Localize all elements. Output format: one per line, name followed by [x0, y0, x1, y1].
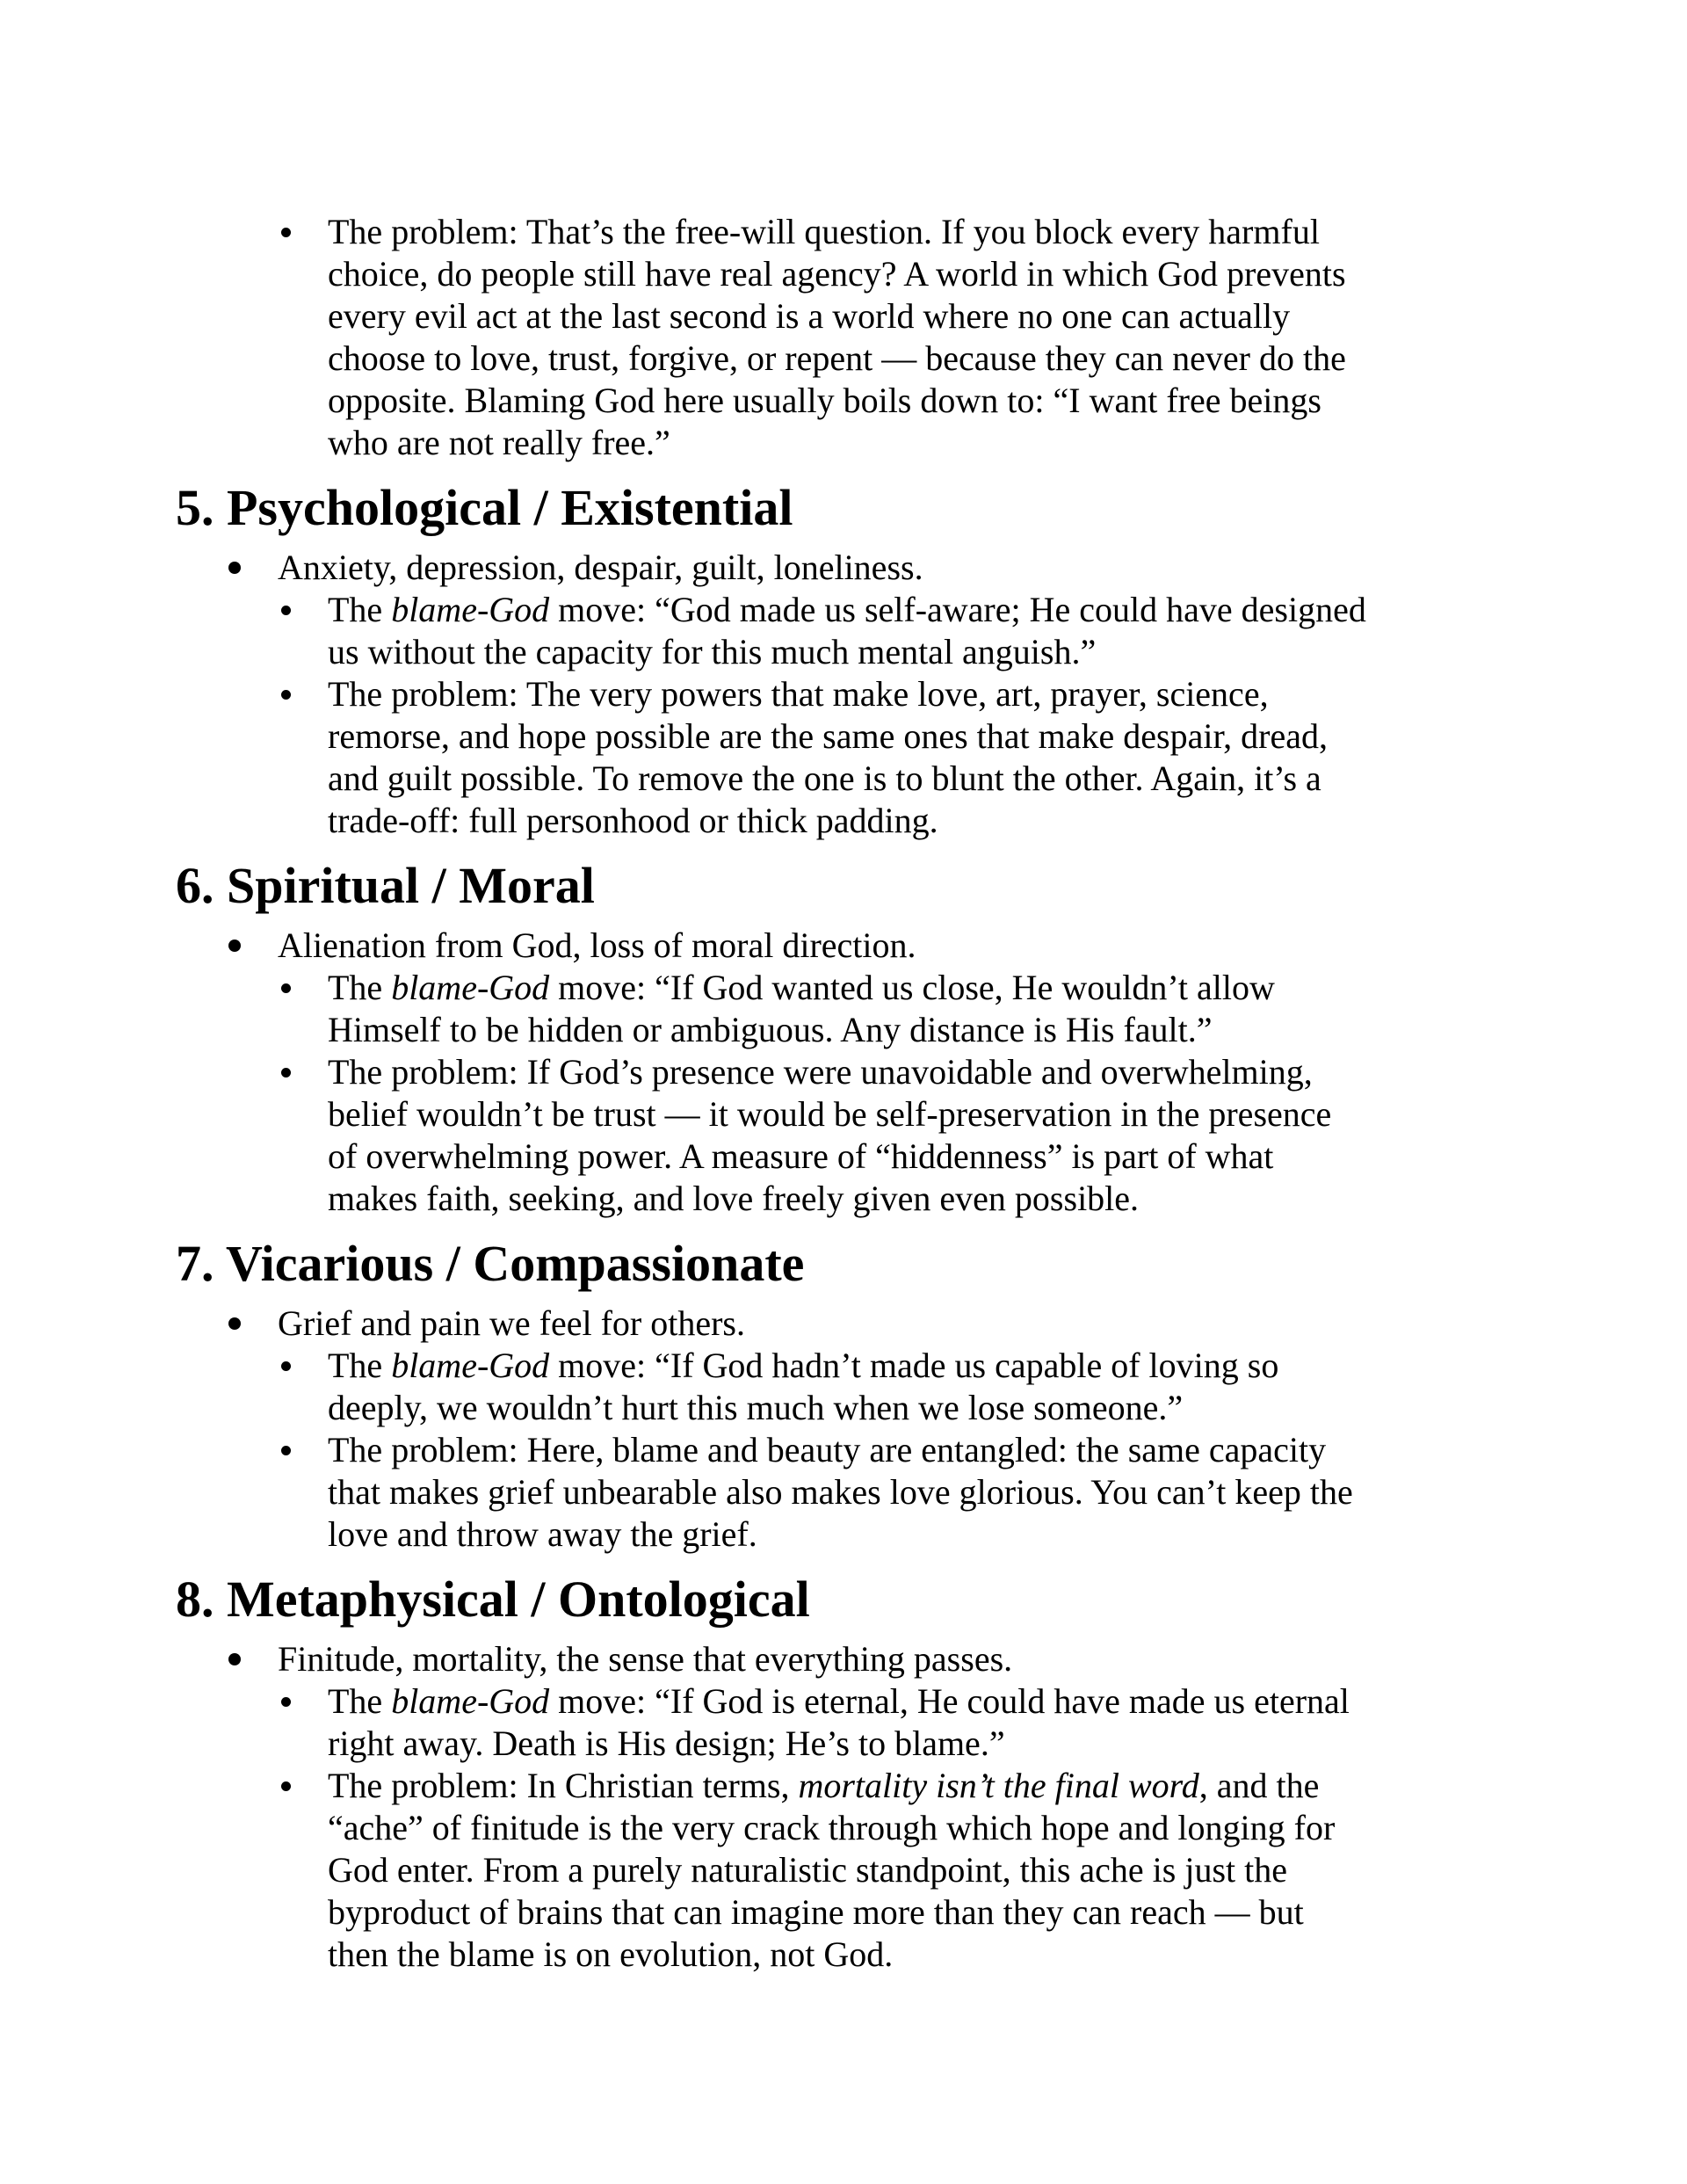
bullet-icon: [281, 1345, 328, 1371]
bullet-text: The problem: If God’s presence were unavoidable and overwhelming, belief wouldn’t be trust — it would be self-preservation in the presence of overwhelming power. A measure of “hiddenness” is part of what makes faith, seeking, and love freely given even possible.: [328, 1052, 1332, 1218]
bullet-text: Finitude, mortality, the sense that everything passes.: [278, 1639, 1013, 1679]
bullet-icon: [281, 1051, 328, 1077]
bullet-icon: [281, 967, 328, 993]
bullet-icon: [281, 1680, 328, 1707]
list-item: [228, 925, 1546, 967]
list-item-intro: [281, 211, 1546, 464]
section-heading: 6. Spiritual / Moral: [176, 857, 595, 914]
bullet-icon: [281, 1765, 328, 1791]
list-item: [228, 1302, 1546, 1345]
bullet-icon: [228, 1302, 278, 1330]
section-heading: 5. Psychological / Existential: [176, 479, 793, 536]
bullet-text: The problem: Here, blame and beauty are entangled: the same capacity that makes grief unbearable also makes love glorious. You can’t keep the love and throw away the grief.: [328, 1430, 1353, 1554]
document-section: [176, 1234, 1546, 1556]
list-item: [281, 589, 1546, 673]
bullet-icon: [281, 211, 328, 237]
bullet-icon: [281, 589, 328, 615]
document-section: [176, 856, 1546, 1220]
document-section: [176, 478, 1546, 842]
list-item: [228, 1638, 1546, 1680]
bullet-icon: [281, 1429, 328, 1455]
page-content: [176, 211, 1546, 1976]
sub-list: [176, 1345, 1546, 1556]
list-item: [281, 673, 1546, 842]
bullet-icon: [228, 1638, 278, 1665]
list-item: [281, 1429, 1546, 1556]
sections-container: [176, 478, 1546, 1976]
bullet-text: The blame-God move: “If God is eternal, He could have made us eternal right away. Death is His design; He’s to blame.”: [328, 1681, 1350, 1763]
bullet-text: Anxiety, depression, despair, guilt, loneliness.: [278, 548, 923, 587]
bullet-text: Grief and pain we feel for others.: [278, 1303, 745, 1343]
list-item: [228, 547, 1546, 589]
section-heading: 8. Metaphysical / Ontological: [176, 1571, 810, 1628]
list-item: [281, 1765, 1546, 1976]
bullet-text: The problem: That’s the free-will question. If you block every harmful choice, do people still have real agency? A world in which God prevents every evil act at the last second is a world where no one can actually choose to love, trust, forgive, or repent — because they can never do the opposite. Blaming God here usually boils down to: “I want free beings who are not really free.”: [328, 212, 1346, 462]
bullet-text: Alienation from God, loss of moral direction.: [278, 925, 916, 965]
section-heading: 7. Vicarious / Compassionate: [176, 1235, 805, 1292]
list-item: [281, 967, 1546, 1051]
document-section: [176, 1570, 1546, 1976]
list-item: [281, 1680, 1546, 1765]
bullet-icon: [228, 925, 278, 952]
sub-list: [176, 1680, 1546, 1976]
bullet-icon: [281, 673, 328, 700]
sub-list: [176, 967, 1546, 1220]
sub-list: [176, 589, 1546, 842]
bullet-text: The problem: The very powers that make love, art, prayer, science, remorse, and hope possible are the same ones that make despair, dread, and guilt possible. To remove the one is to blunt the other. Again, it’s a trade-off: full personhood or thick padding.: [328, 674, 1328, 840]
list-item: [281, 1345, 1546, 1429]
bullet-icon: [228, 547, 278, 574]
list-item: [281, 1051, 1546, 1220]
bullet-text: The blame-God move: “If God wanted us close, He wouldn’t allow Himself to be hidden or ambiguous. Any distance is His fault.”: [328, 968, 1275, 1049]
bullet-text: The problem: In Christian terms, mortality isn’t the final word, and the “ache” of finitude is the very crack through which hope and longing for God enter. From a purely naturalistic standpoint, this ache is just the byproduct of brains that can imagine more than they can reach — but then the blame is on evolution, not God.: [328, 1766, 1336, 1974]
bullet-text: The blame-God move: “God made us self-aware; He could have designed us without the capacity for this much mental anguish.”: [328, 590, 1366, 671]
bullet-text: The blame-God move: “If God hadn’t made us capable of loving so deeply, we wouldn’t hurt this much when we lose someone.”: [328, 1346, 1279, 1427]
